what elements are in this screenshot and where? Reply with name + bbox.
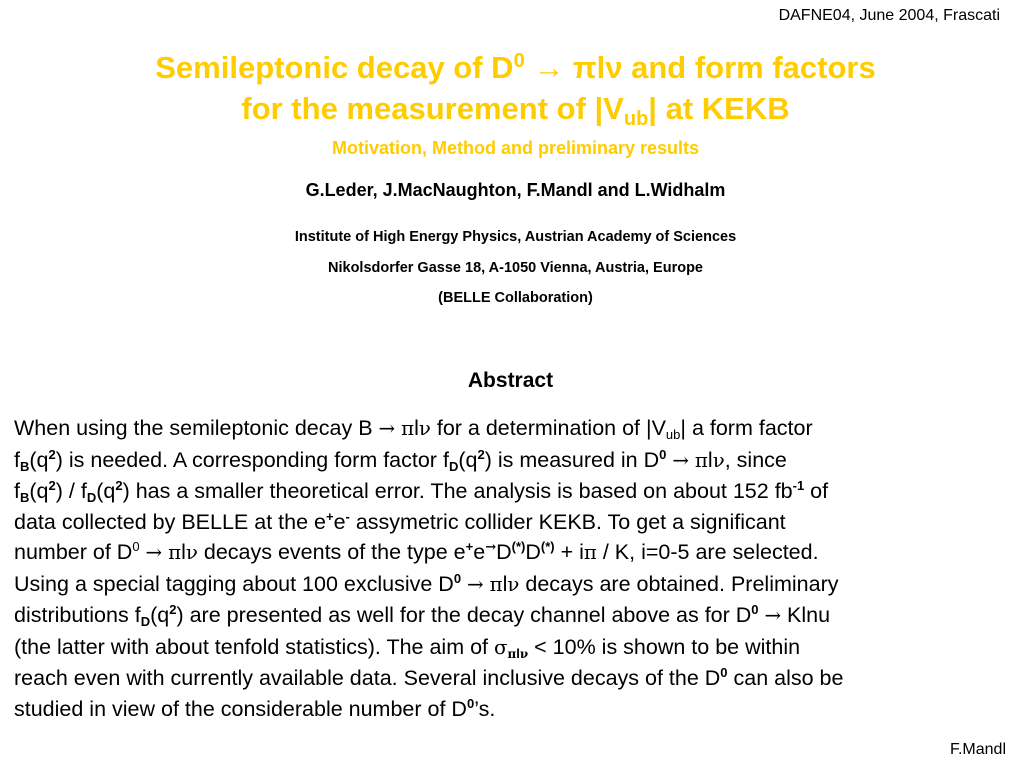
abstract-line: distributions $f_D(q^2)$ are presented as well for the decay channel above as for $D^0 \to Klnu$	[14, 602, 831, 629]
abstract-line: reach even with currently available data. Several inclusive decays of the $D^0$ can also be	[14, 665, 844, 690]
abstract-line: studied in view of the considerable number of $D^0’s$.	[14, 695, 496, 721]
conference-label: DAFNE04, June 2004, Frascati	[778, 7, 1000, 24]
footer-author: F.Mandl	[949, 741, 1006, 758]
abstract-line: When using the semileptonic decay B → πlν for a determination of $|V_{ub}|$ a form factor	[14, 416, 813, 442]
slide-title	[0, 47, 1024, 129]
title-line-2: for the measurement of $|V_{ub}|$ at KEKB	[241, 91, 790, 130]
affiliation-address: Nikolsdorfer Gasse 18, A-1050 Vienna, Austria, Europe	[328, 260, 703, 276]
affiliation-institute: Institute of High Energy Physics, Austrian Academy of Sciences	[294, 229, 737, 245]
abstract-line: number of $D^0 \to \pi l\nu$ decays events of the type e+e→D(*)D(*) + iπ / K, i=0-5 are selected.	[14, 539, 819, 564]
abstract-line: Using a special tagging about 100 exclusive $D^0 \to \pi l\nu$ decays are obtained. Preliminary	[14, 570, 839, 596]
abstract-line: (the latter with about tenfold statistics). The aim of $\sigma_{\pi l\nu} < 10\%$ is shown to be within	[14, 634, 801, 661]
abstract-text	[14, 413, 1014, 724]
abstract-line: data collected by BELLE at the e+e- assymetric collider KEKB. To get a significant	[14, 508, 786, 534]
title-line-1: Semileptonic decay of $D^0 \to \pi l\nu$ and form factors	[155, 50, 876, 85]
affiliation-collaboration: (BELLE Collaboration)	[438, 290, 593, 306]
abstract-line: $f_B(q^2) / f_D(q^2)$ has a smaller theoretical error. The analysis is based on about 152 $fb^{-1}$ of	[14, 478, 829, 505]
abstract-line: $f_B(q^2)$ is needed. A corresponding form factor $f_D(q^2)$ is measured in $D^0 \to \pi l\nu$, since	[14, 446, 787, 474]
authors: G.Leder, J.MacNaughton, F.Mandl and L.Widhalm	[305, 180, 726, 200]
subtitle: Motivation, Method and preliminary results	[331, 138, 700, 158]
abstract-heading: Abstract	[467, 369, 554, 392]
